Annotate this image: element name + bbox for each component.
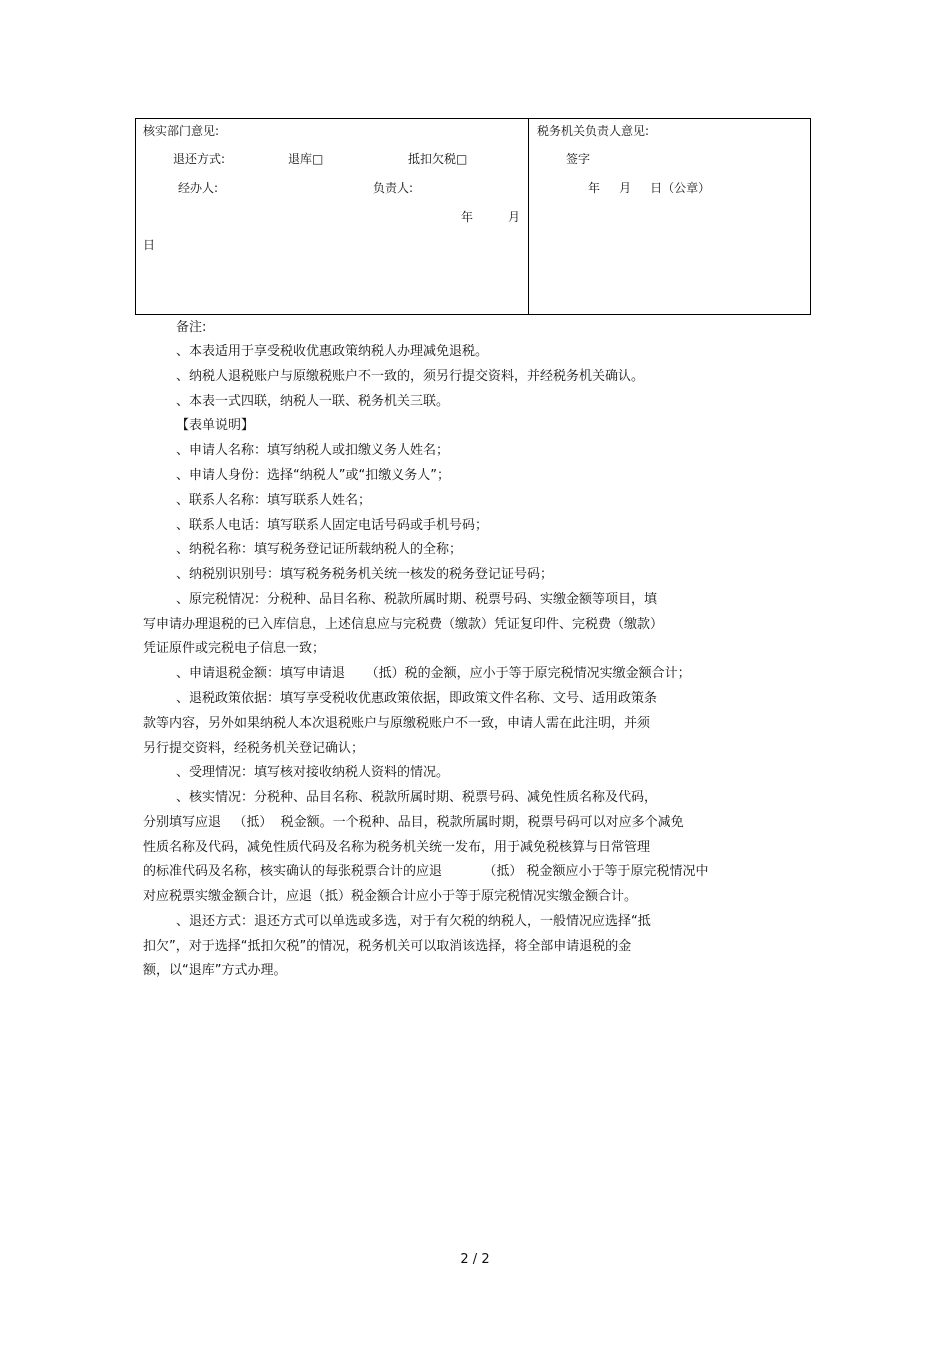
date-year: 年 [461, 210, 474, 224]
verification-dept-opinion-label: 核实部门意见: [143, 124, 220, 138]
instruction-line: 凭证原件或完税电子信息一致； [143, 641, 326, 656]
instruction-line: 、申请退税金额：填写申请退 （抵）税的金额，应小于等于原完税情况实缴金额合计； [176, 666, 691, 681]
instruction-line: 、纳税别识别号：填写税务税务机关统一核发的税务登记证号码； [176, 567, 554, 582]
instruction-line: 、退税政策依据：填写享受税收优惠政策依据，即政策文件名称、文号、适用政策条 [176, 691, 658, 706]
signature-label: 签字 [566, 152, 591, 166]
instruction-line: 、联系人电话：填写联系人固定电话号码或手机号码； [176, 518, 489, 533]
instruction-line: 、退还方式：退还方式可以单选或多选，对于有欠税的纳税人，一般情况应选择“抵 [176, 914, 651, 929]
date-seal-label: 年 月 日（公章） [588, 181, 711, 195]
instruction-line: 、申请人身份：选择“纳税人”或“扣缴义务人”； [176, 468, 450, 483]
responsible-person-label: 负责人: [373, 181, 414, 195]
instruction-line: 性质名称及代码，减免性质代码及名称为税务机关统一发布，用于减免税核算与日常管理 [143, 840, 651, 855]
date-month: 月 [508, 210, 521, 224]
instruction-line: 、受理情况：填写核对接收纳税人资料的情况。 [176, 765, 450, 780]
instruction-line: 写申请办理退税的已入库信息，上述信息应与完税费（缴款）凭证复印件、完税费（缴款） [143, 617, 664, 632]
tax-authority-opinion-label: 税务机关负责人意见: [537, 124, 650, 138]
refund-option-treasury[interactable]: 退库□ [288, 152, 324, 166]
table-divider [528, 119, 529, 314]
instruction-line: 的标准代码及名称，核实确认的每张税票合计的应退 （抵） 税金额应小于等于原完税情况中 [143, 864, 709, 879]
instruction-line: 分别填写应退 （抵） 税金额。一个税种、品目，税款所属时期，税票号码可以对应多个减免 [143, 815, 684, 830]
instruction-line: 对应税票实缴金额合计，应退（抵）税金额合计应小于等于原完税情况实缴金额合计。 [143, 889, 638, 904]
handler-label: 经办人: [178, 181, 219, 195]
note-item: 、本表一式四联，纳税人一联、税务机关三联。 [176, 394, 450, 409]
instructions-heading: 【表单说明】 [176, 418, 255, 433]
date-day: 日 [143, 238, 156, 252]
instruction-line: 额，以“退库”方式办理。 [143, 963, 287, 978]
refund-option-offset-tax[interactable]: 抵扣欠税□ [408, 152, 468, 166]
instruction-line: 、核实情况：分税种、品目名称、税款所属时期、税票号码、减免性质名称及代码， [176, 790, 658, 805]
note-item: 、纳税人退税账户与原缴税账户不一致的，须另行提交资料，并经税务机关确认。 [176, 369, 645, 384]
note-item: 、本表适用于享受税收优惠政策纳税人办理减免退税。 [176, 344, 489, 359]
notes-heading: 备注: [176, 320, 207, 335]
instruction-line: 、申请人名称：填写纳税人或扣缴义务人姓名； [176, 443, 450, 458]
instruction-line: 款等内容，另外如果纳税人本次退税账户与原缴税账户不一致，申请人需在此注明，并须 [143, 716, 651, 731]
verification-form-table [135, 118, 811, 315]
page-number: 2 / 2 [460, 1252, 490, 1267]
instruction-line: 扣欠”，对于选择“抵扣欠税”的情况，税务机关可以取消该选择，将全部申请退税的金 [143, 939, 632, 954]
instruction-line: 另行提交资料，经税务机关登记确认； [143, 741, 365, 756]
instruction-line: 、纳税名称：填写税务登记证所载纳税人的全称； [176, 542, 463, 557]
refund-method-label: 退还方式: [173, 152, 226, 166]
instruction-line: 、原完税情况：分税种、品目名称、税款所属时期、税票号码、实缴金额等项目，填 [176, 592, 658, 607]
instruction-line: 、联系人名称：填写联系人姓名； [176, 493, 372, 508]
